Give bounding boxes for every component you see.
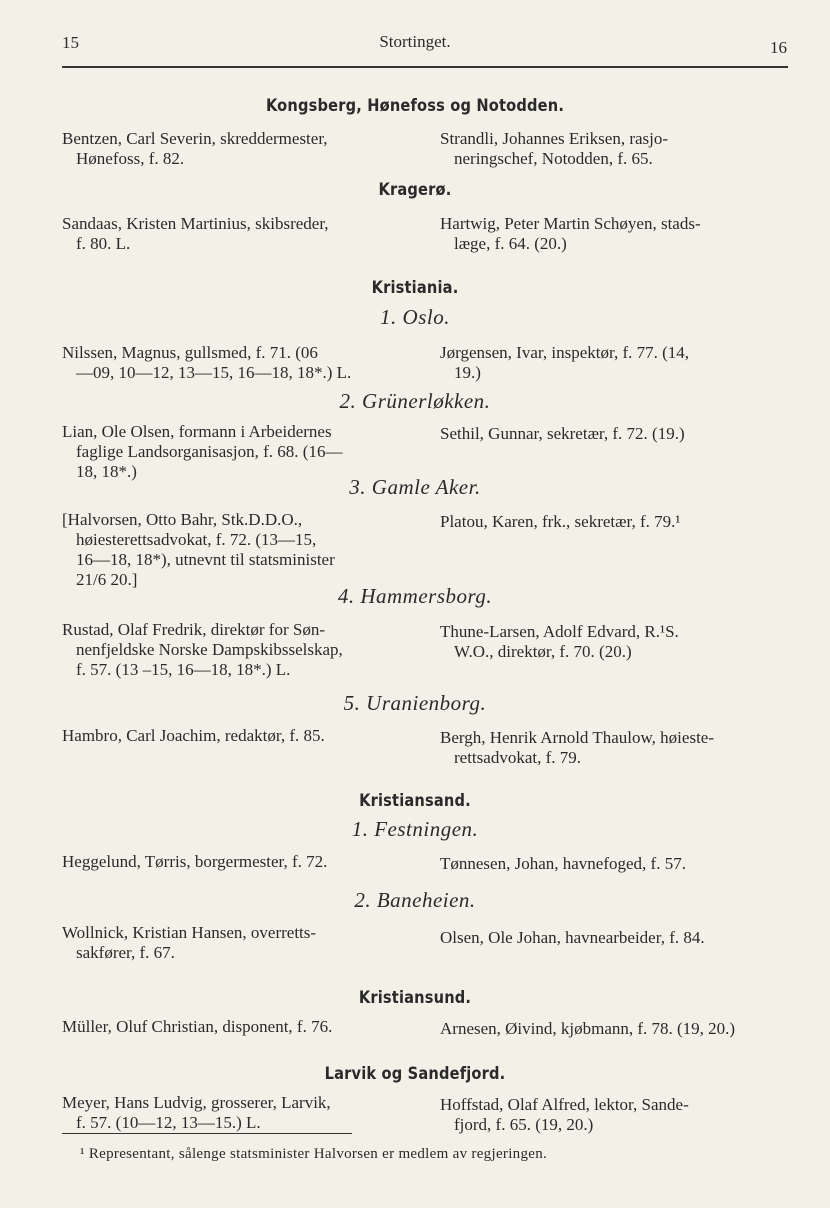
entry-left: Hambro, Carl Joachim, redaktør, f. 85.: [62, 726, 325, 745]
entry-right: Hartwig, Peter Martin Schøyen, stads- læge, f. 64. (20.): [440, 214, 701, 253]
section-heading: Kristiansand.: [359, 791, 471, 811]
subsection-title: 3. Gamle Aker.: [349, 475, 481, 499]
subsection-title: 4. Hammersborg.: [337, 584, 493, 608]
entry-right: Jørgensen, Ivar, inspektør, f. 77. (14, 19.): [440, 343, 690, 382]
entry-right: Tønnesen, Johan, havnefoged, f. 57.: [440, 854, 686, 873]
entry-left: Meyer, Hans Ludvig, grosserer, Larvik, f. 57. (10—12, 13—15.) L.: [62, 1093, 331, 1132]
entry-left: [Halvorsen, Otto Bahr, Stk.D.D.O., høiesterettsadvokat, f. 72. (13—15, 16—18, 18*), utnevnt til statsminister 21/6 20.]: [62, 510, 335, 589]
running-title: Stortinget.: [379, 32, 451, 51]
entry-left: Wollnick, Kristian Hansen, overretts- sakfører, f. 67.: [62, 923, 317, 962]
section-heading: Kristiansund.: [358, 988, 472, 1008]
entry-right: Strandli, Johannes Eriksen, rasjo- neringschef, Notodden, f. 65.: [440, 129, 669, 168]
subsection-title: 2. Grünerløkken.: [339, 389, 491, 413]
subsection-title: 1. Festningen.: [351, 817, 479, 841]
entry-right: Arnesen, Øivind, kjøbmann, f. 78. (19, 20.): [440, 1019, 736, 1038]
header-rule: [62, 66, 788, 68]
entry-left: Sandaas, Kristen Martinius, skibsreder, f. 80. L.: [62, 214, 329, 253]
section-heading: Kragerø.: [378, 180, 452, 200]
entry-left: Müller, Oluf Christian, disponent, f. 76.: [62, 1017, 333, 1036]
section-heading: Larvik og Sandefjord.: [324, 1064, 506, 1084]
entry-left: Rustad, Olaf Fredrik, direktør for Søn- nenfjeldske Norske Dampskibsselskap, f. 57. (13 –15, 16—18, 18*.) L.: [62, 620, 343, 679]
footnote-rule: [62, 1133, 352, 1134]
entry-left: Bentzen, Carl Severin, skreddermester, Hønefoss, f. 82.: [62, 129, 328, 168]
entry-right: Olsen, Ole Johan, havnearbeider, f. 84.: [440, 928, 705, 947]
page-number-left: 15: [62, 33, 79, 52]
entry-left: Heggelund, Tørris, borgermester, f. 72.: [62, 852, 328, 871]
entry-right: Platou, Karen, frk., sekretær, f. 79.¹: [440, 512, 681, 531]
entry-right: Sethil, Gunnar, sekretær, f. 72. (19.): [440, 424, 685, 443]
subsection-title: 2. Baneheien.: [354, 888, 476, 912]
entry-left: Nilssen, Magnus, gullsmed, f. 71. (06 —09, 10—12, 13—15, 16—18, 18*.) L.: [62, 343, 352, 382]
subsection-title: 5. Uranienborg.: [343, 691, 487, 715]
subsection-title: 1. Oslo.: [380, 305, 450, 329]
entry-left: Lian, Ole Olsen, formann i Arbeidernes faglige Landsorganisasjon, f. 68. (16— 18, 18*.): [62, 422, 343, 481]
footnote: ¹ Representant, sålenge statsminister Halvorsen er medlem av regjeringen.: [80, 1146, 548, 1162]
page-number-right: 16: [770, 38, 787, 57]
entry-right: Hoffstad, Olaf Alfred, lektor, Sande- fjord, f. 65. (19, 20.): [440, 1095, 689, 1134]
entry-right: Thune-Larsen, Adolf Edvard, R.¹S. W.O., direktør, f. 70. (20.): [440, 622, 679, 661]
section-heading: Kristiania.: [371, 278, 459, 298]
entry-right: Bergh, Henrik Arnold Thaulow, høieste- rettsadvokat, f. 79.: [440, 728, 715, 767]
section-heading: Kongsberg, Hønefoss og Notodden.: [265, 96, 565, 116]
